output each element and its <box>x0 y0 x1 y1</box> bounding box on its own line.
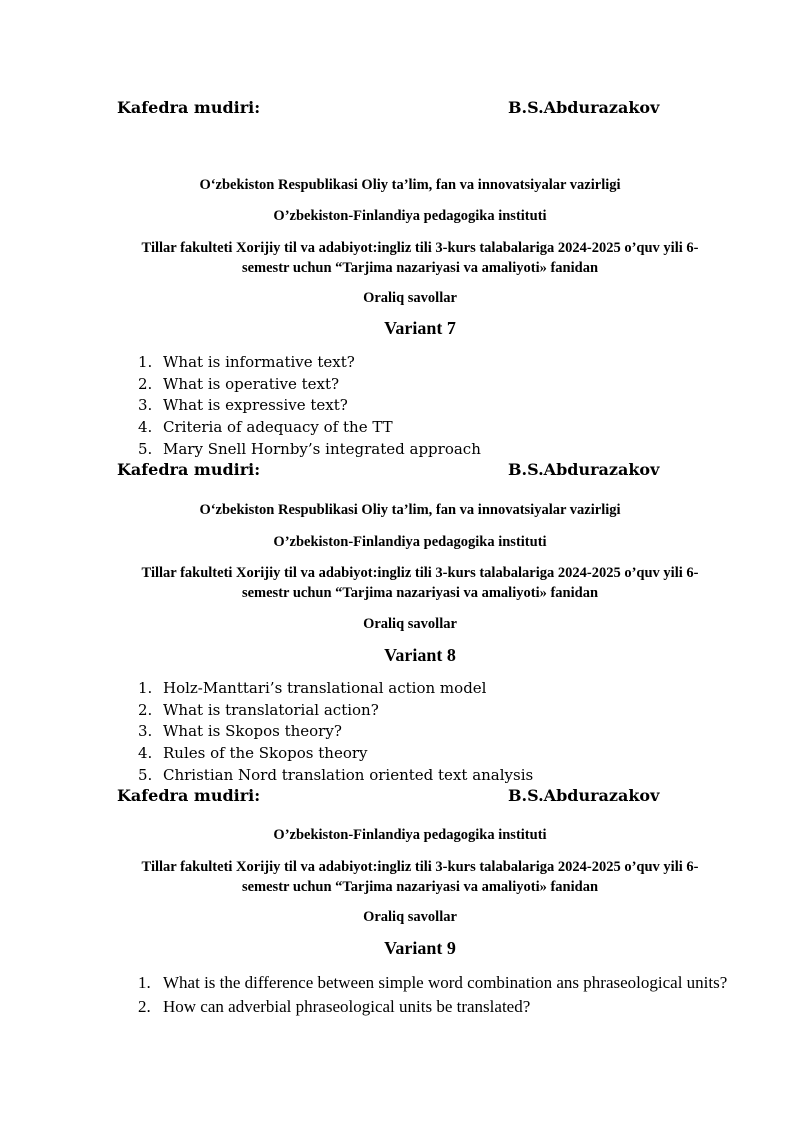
question-text: Christian Nord translation oriented text analysis <box>163 765 534 784</box>
list-item <box>138 971 748 995</box>
question-number: 1. <box>138 973 151 992</box>
course-line-1: Tillar fakulteti Xorijiy til va adabiyot:ingliz tili 3-kurs talabalariga 2024-2025 o’quv yili 6- <box>141 565 699 581</box>
question-text: What is operative text? <box>163 374 340 393</box>
list-item <box>138 743 748 765</box>
question-number: 1. <box>138 679 153 697</box>
question-number: 5. <box>138 439 153 458</box>
signature-label: Kafedra mudiri: <box>117 460 261 479</box>
course-line-1: Tillar fakulteti Xorijiy til va adabiyot:ingliz tili 3-kurs talabalariga 2024-2025 o’quv yili 6- <box>141 859 699 875</box>
question-number: 2. <box>138 700 153 719</box>
course-line-2: semestr uchun “Tarjima nazariyasi va amaliyoti» fanidan <box>241 260 599 276</box>
list-item <box>138 352 748 374</box>
exam-title: Oraliq savollar <box>363 616 457 632</box>
question-number: 1. <box>138 353 153 371</box>
question-list <box>138 678 748 787</box>
question-number: 2. <box>138 996 151 1016</box>
list-item <box>138 678 748 700</box>
question-text: Mary Snell Hornby’s integrated approach <box>163 439 481 458</box>
list-item <box>138 395 748 417</box>
question-number: 4. <box>138 418 153 437</box>
institute-heading: O’zbekiston-Finlandiya pedagogika instituti <box>273 827 547 843</box>
question-text: Holz-Manttari’s translational action model <box>163 679 487 697</box>
signature-block <box>0 460 800 486</box>
question-number: 5. <box>138 765 153 784</box>
list-item <box>138 439 748 461</box>
signature-name: B.S.Abdurazakov <box>508 98 660 117</box>
signature-name: B.S.Abdurazakov <box>508 786 660 805</box>
question-text: How can adverbial phraseological units be translated? <box>163 996 531 1016</box>
question-text: What is informative text? <box>163 353 355 371</box>
course-line-1: Tillar fakulteti Xorijiy til va adabiyot:ingliz tili 3-kurs talabalariga 2024-2025 o’quv yili 6- <box>141 240 699 256</box>
signature-label: Kafedra mudiri: <box>117 98 261 117</box>
question-text: What is translatorial action? <box>163 700 379 719</box>
ministry-heading: O‘zbekiston Respublikasi Oliy ta’lim, fan va innovatsiyalar vazirligi <box>199 177 621 193</box>
question-number: 3. <box>138 722 153 741</box>
question-text: What is expressive text? <box>163 396 348 415</box>
exam-title: Oraliq savollar <box>363 909 457 925</box>
signature-label: Kafedra mudiri: <box>117 786 261 805</box>
ministry-heading: O‘zbekiston Respublikasi Oliy ta’lim, fan va innovatsiyalar vazirligi <box>199 502 621 518</box>
list-item <box>138 700 748 722</box>
list-item <box>138 995 748 1019</box>
variant-title: Variant 7 <box>384 318 456 338</box>
question-text: Criteria of adequacy of the TT <box>163 418 393 437</box>
list-item <box>138 765 748 787</box>
list-item <box>138 721 748 743</box>
question-text: Rules of the Skopos theory <box>163 744 368 763</box>
question-text: What is Skopos theory? <box>163 722 342 741</box>
question-text: What is the difference between simple word combination ans phraseological units? <box>163 973 728 992</box>
signature-name: B.S.Abdurazakov <box>508 460 660 479</box>
course-line-2: semestr uchun “Tarjima nazariyasi va amaliyoti» fanidan <box>241 879 599 895</box>
signature-block <box>0 786 800 812</box>
variant-title: Variant 9 <box>384 938 456 958</box>
institute-heading: O’zbekiston-Finlandiya pedagogika instituti <box>273 534 547 550</box>
exam-title: Oraliq savollar <box>363 290 457 306</box>
question-number: 3. <box>138 396 153 415</box>
signature-block <box>0 98 800 124</box>
institute-heading: O’zbekiston-Finlandiya pedagogika instituti <box>273 208 547 224</box>
variant-title: Variant 8 <box>384 645 456 665</box>
question-number: 2. <box>138 374 153 393</box>
list-item <box>138 417 748 439</box>
question-number: 4. <box>138 744 153 763</box>
list-item <box>138 374 748 396</box>
question-list <box>138 971 748 1018</box>
question-list <box>138 352 748 461</box>
course-line-2: semestr uchun “Tarjima nazariyasi va amaliyoti» fanidan <box>241 585 599 601</box>
